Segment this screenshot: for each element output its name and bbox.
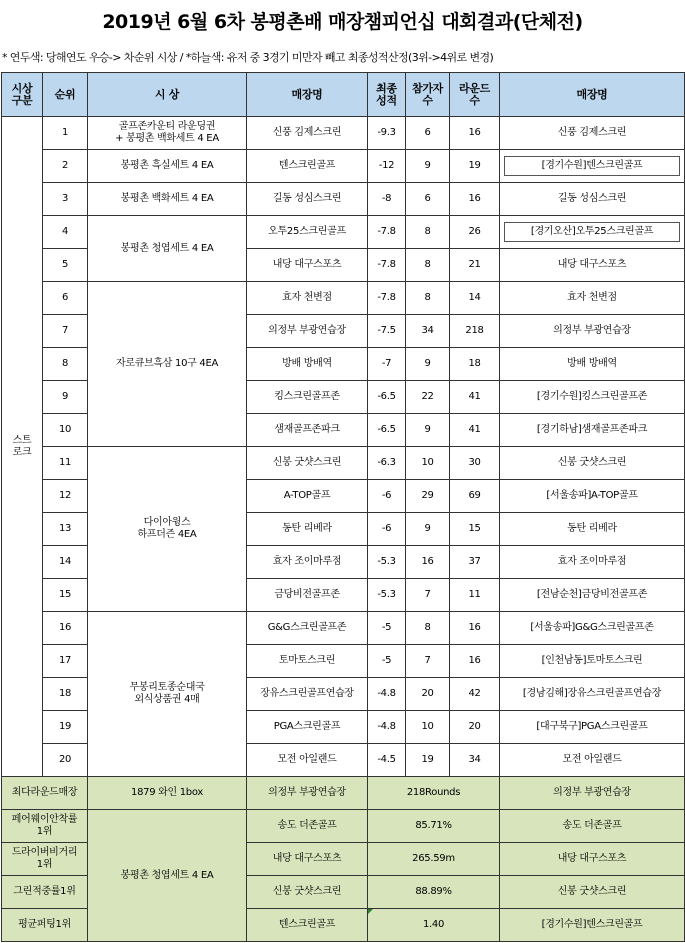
rounds-cell: 34 [450,744,500,777]
table-row [2,282,685,315]
store-full-cell [500,150,685,183]
players-cell: 8 [406,216,450,249]
score-cell: -6 [368,480,406,513]
players-cell: 16 [406,546,450,579]
rounds-cell: 16 [450,183,500,216]
store-full-cell: 효자 천변점 [500,282,685,315]
score-cell: -6.5 [368,381,406,414]
rounds-cell: 26 [450,216,500,249]
prize-cell: 다이아윙스 하프더즌 4EA [88,447,247,612]
store-full-cell: 신봉 굿샷스크린 [500,447,685,480]
rounds-cell: 16 [450,645,500,678]
table-row [2,150,685,183]
special-award-value: 88.89% [368,876,500,909]
special-award-prize: 봉평촌 청엽세트 4 EA [88,810,247,942]
prize-cell: 자로큐브흑삼 10구 4EA [88,282,247,447]
store-cell: PGA스크린골프 [247,711,368,744]
score-cell: -4.8 [368,711,406,744]
special-award-label: 평균퍼팅1위 [2,909,88,942]
store-cell: 의정부 부광연습장 [247,315,368,348]
store-cell: 길동 성심스크린 [247,183,368,216]
rounds-cell: 14 [450,282,500,315]
store-full-cell: 의정부 부광연습장 [500,315,685,348]
rank-cell: 4 [43,216,88,249]
table-row [2,183,685,216]
special-award-store: 송도 더존골프 [247,810,368,843]
rank-cell: 16 [43,612,88,645]
players-cell: 34 [406,315,450,348]
store-cell: 킹스크린골프존 [247,381,368,414]
rounds-cell: 16 [450,612,500,645]
rank-cell: 20 [43,744,88,777]
special-award-value: 1.40 [368,909,500,942]
store-cell: 오투25스크린골프 [247,216,368,249]
rounds-cell: 20 [450,711,500,744]
rank-cell: 8 [43,348,88,381]
store-cell: 금당비전골프존 [247,579,368,612]
header-category: 시상 구분 [2,73,43,117]
header-store-full: 매장명 [500,73,685,117]
table-row [2,612,685,645]
store-cell: 신풍 김제스크린 [247,117,368,150]
special-award-store: 텐스크린골프 [247,909,368,942]
prize-cell: 무봉리토종순대국 외식상품권 4매 [88,612,247,777]
score-cell: -5 [368,612,406,645]
special-award-label: 드라이버비거리 1위 [2,843,88,876]
players-cell: 7 [406,579,450,612]
prize-cell: 골프존카운티 라운딩권 + 봉평촌 백화세트 4 EA [88,117,247,150]
rounds-cell: 19 [450,150,500,183]
store-full-cell: [경기하남]샘재골프존파크 [500,414,685,447]
store-full-cell: [인천남동]토마토스크린 [500,645,685,678]
store-full-cell: [서울송파]G&G스크린골프존 [500,612,685,645]
table-header-row [2,73,685,117]
score-cell: -5.3 [368,579,406,612]
table-row [2,216,685,249]
rounds-cell: 21 [450,249,500,282]
rounds-cell: 16 [450,117,500,150]
footer-row-max-rounds [2,777,685,810]
rank-cell: 19 [43,711,88,744]
rank-cell: 1 [43,117,88,150]
score-cell: -5.3 [368,546,406,579]
players-cell: 6 [406,117,450,150]
special-award-store: 신봉 굿샷스크린 [247,876,368,909]
players-cell: 10 [406,447,450,480]
store-full-cell: [전남순천]금당비전골프존 [500,579,685,612]
header-score: 최종 성적 [368,73,406,117]
header-prize: 시 상 [88,73,247,117]
store-cell: 모전 아일랜드 [247,744,368,777]
store-full-cell: [대구북구]PGA스크린골프 [500,711,685,744]
store-full-cell: 내당 대구스포츠 [500,249,685,282]
score-cell: -8 [368,183,406,216]
score-cell: -7.8 [368,216,406,249]
special-award-label: 최다라운드매장 [2,777,88,810]
special-award-value: 85.71% [368,810,500,843]
footer-row-fairway [2,810,685,843]
store-full-cell: 모전 아일랜드 [500,744,685,777]
players-cell: 20 [406,678,450,711]
players-cell: 9 [406,414,450,447]
page-title: 2019년 6월 6차 봉평촌배 매장챔피언십 대회결과(단체전) [102,11,583,33]
rank-cell: 12 [43,480,88,513]
rank-cell: 5 [43,249,88,282]
score-cell: -6.3 [368,447,406,480]
players-cell: 22 [406,381,450,414]
store-full-cell: 효자 조이마루점 [500,546,685,579]
players-cell: 29 [406,480,450,513]
store-cell: 내당 대구스포츠 [247,249,368,282]
rank-cell: 3 [43,183,88,216]
store-cell: 방배 방배역 [247,348,368,381]
header-players: 참가자 수 [406,73,450,117]
players-cell: 9 [406,513,450,546]
players-cell: 10 [406,711,450,744]
store-cell: A-TOP골프 [247,480,368,513]
store-cell: G&G스크린골프존 [247,612,368,645]
store-full-cell: 신풍 김제스크린 [500,117,685,150]
score-cell: -6.5 [368,414,406,447]
category-cell: 스트 로크 [2,117,43,777]
rank-cell: 15 [43,579,88,612]
prize-cell: 봉평촌 청엽세트 4 EA [88,216,247,282]
rounds-cell: 15 [450,513,500,546]
special-award-store-full: 내당 대구스포츠 [500,843,685,876]
store-cell: 신봉 굿샷스크린 [247,447,368,480]
header-rounds: 라운드 수 [450,73,500,117]
rounds-cell: 30 [450,447,500,480]
prize-cell: 봉평촌 흑실세트 4 EA [88,150,247,183]
rank-cell: 9 [43,381,88,414]
rank-cell: 17 [43,645,88,678]
rounds-cell: 42 [450,678,500,711]
rank-cell: 13 [43,513,88,546]
rank-cell: 6 [43,282,88,315]
score-cell: -7.8 [368,282,406,315]
players-cell: 6 [406,183,450,216]
rounds-cell: 218 [450,315,500,348]
score-cell: -4.5 [368,744,406,777]
special-award-prize: 1879 와인 1box [88,777,247,810]
rank-cell: 10 [43,414,88,447]
store-cell: 텐스크린골프 [247,150,368,183]
players-cell: 9 [406,348,450,381]
players-cell: 8 [406,249,450,282]
header-store: 매장명 [247,73,368,117]
rank-cell: 2 [43,150,88,183]
store-full-cell [500,216,685,249]
rounds-cell: 41 [450,381,500,414]
results-table [1,72,685,942]
rounds-cell: 11 [450,579,500,612]
highlight-adjusted-box: [경기오산]오투25스크린골프 [504,222,680,242]
prize-cell: 봉평촌 백화세트 4 EA [88,183,247,216]
store-cell: 샘재골프존파크 [247,414,368,447]
rank-cell: 14 [43,546,88,579]
special-award-store: 내당 대구스포츠 [247,843,368,876]
players-cell: 7 [406,645,450,678]
highlight-winner-box: [경기수원]텐스크린골프 [504,156,680,176]
store-cell: 동탄 리베라 [247,513,368,546]
players-cell: 8 [406,282,450,315]
table-row [2,117,685,150]
score-cell: -7.8 [368,249,406,282]
store-cell: 효자 천변점 [247,282,368,315]
rank-cell: 11 [43,447,88,480]
rounds-cell: 41 [450,414,500,447]
store-full-cell: [경남김해]장유스크린골프연습장 [500,678,685,711]
score-cell: -4.8 [368,678,406,711]
rounds-cell: 18 [450,348,500,381]
score-cell: -5 [368,645,406,678]
rounds-cell: 37 [450,546,500,579]
store-full-cell: [경기수원]킹스크린골프존 [500,381,685,414]
store-full-cell: 방배 방배역 [500,348,685,381]
rank-cell: 18 [43,678,88,711]
score-cell: -6 [368,513,406,546]
store-full-cell: 길동 성심스크린 [500,183,685,216]
store-cell: 효자 조이마루점 [247,546,368,579]
special-award-store-full: 의정부 부광연습장 [500,777,685,810]
table-row [2,447,685,480]
store-full-cell: [서울송파]A-TOP골프 [500,480,685,513]
store-cell: 장유스크린골프연습장 [247,678,368,711]
special-award-label: 그린적중률1위 [2,876,88,909]
special-award-store-full: [경기수원]텐스크린골프 [500,909,685,942]
score-cell: -7.5 [368,315,406,348]
players-cell: 8 [406,612,450,645]
players-cell: 9 [406,150,450,183]
rank-cell: 7 [43,315,88,348]
score-cell: -9.3 [368,117,406,150]
store-full-cell: 동탄 리베라 [500,513,685,546]
special-award-store: 의정부 부광연습장 [247,777,368,810]
special-award-value: 218Rounds [368,777,500,810]
header-rank: 순위 [43,73,88,117]
rounds-cell: 69 [450,480,500,513]
special-award-value: 265.59m [368,843,500,876]
special-award-store-full: 신봉 굿샷스크린 [500,876,685,909]
store-cell: 토마토스크린 [247,645,368,678]
score-cell: -7 [368,348,406,381]
players-cell: 19 [406,744,450,777]
legend-note: * 연두색: 당해연도 우승-> 차순위 시상 / *하늘색: 유저 중 3경기 미만자 빼고 최종성적산정(3위->4위로 변경) [2,51,494,64]
special-award-label: 페어웨이안착률 1위 [2,810,88,843]
special-award-store-full: 송도 더존골프 [500,810,685,843]
score-cell: -12 [368,150,406,183]
